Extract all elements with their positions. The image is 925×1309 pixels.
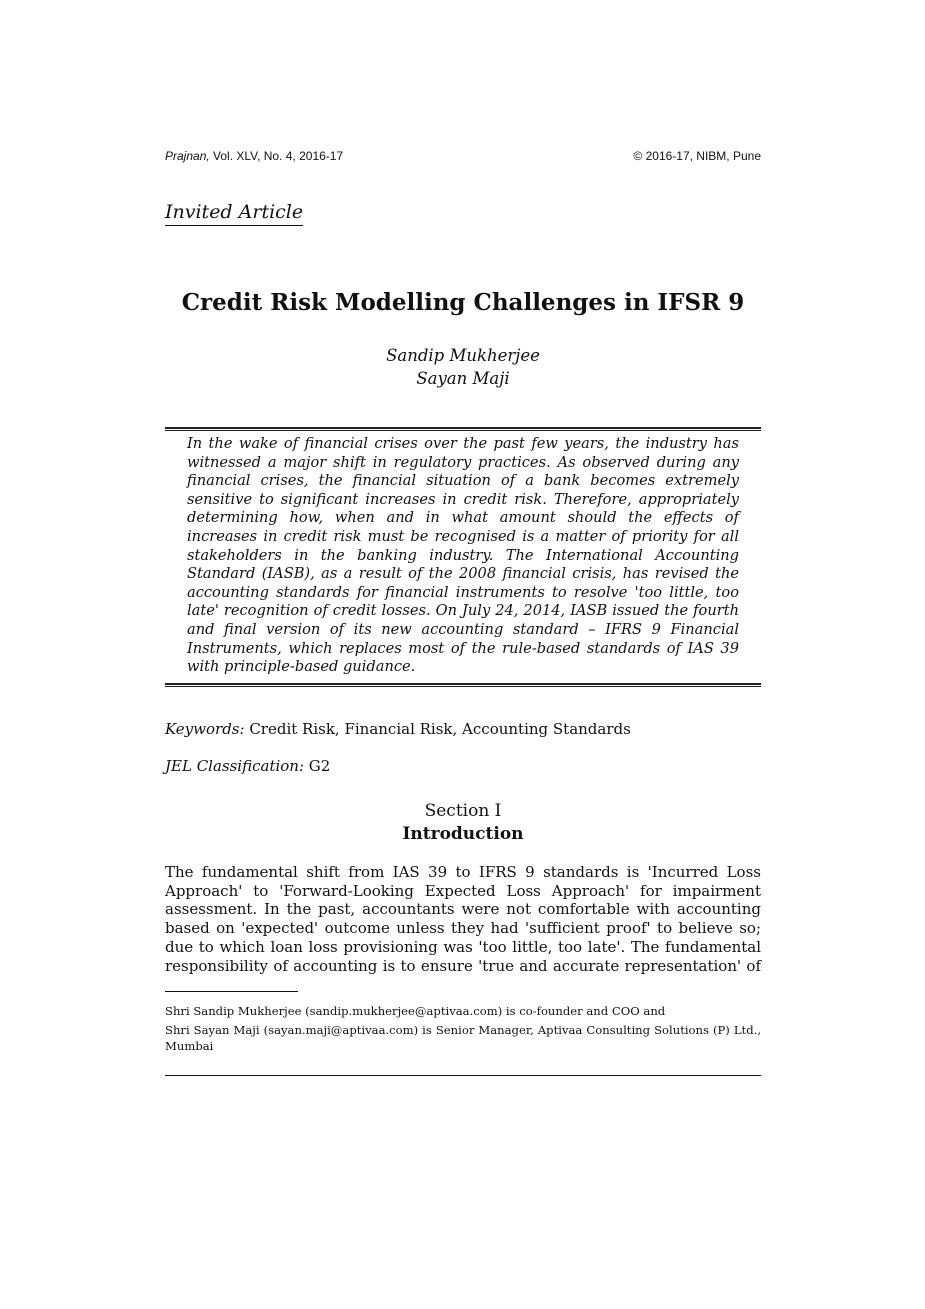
footnote: Shri Sandip Mukherjee (sandip.mukherjee@aptivaa.com) is co-founder and COO and [165, 1004, 666, 1018]
abstract-top-rule [165, 427, 761, 431]
jel-classification-line [165, 755, 761, 777]
author-list [165, 344, 761, 390]
footnote: Shri Sayan Maji (sayan.maji@aptivaa.com) is Senior Manager, Aptivaa Consulting Solutions (P) Ltd., Mumbai [165, 1023, 761, 1053]
section-title: Introduction [402, 824, 524, 844]
page-bottom-rule [165, 1075, 761, 1076]
jel-label: JEL Classification: [165, 757, 305, 775]
author-name: Sayan Maji [416, 369, 510, 388]
journal-citation [165, 148, 343, 164]
journal-name: Prajnan, [165, 149, 210, 163]
author-name: Sandip Mukherjee [386, 346, 540, 365]
copyright-notice: © 2016-17, NIBM, Pune [633, 149, 761, 163]
body-paragraph: The fundamental shift from IAS 39 to IFRS 9 standards is 'Incurred Loss Approach' to 'Forward-Looking Expected Loss Approach' for impairment assessment. In the past, accountants were not comfortable with accounting based on 'expected' outcome unless they had 'sufficient proof' to believe so; due to which loan loss provisioning was 'too little, too late'. The fundamental responsibility of accounting is to ensure 'true and accurate representation' of [165, 863, 761, 975]
abstract-text: In the wake of financial crises over the past few years, the industry has witnessed a major shift in regulatory practices. As observed during any financial crises, the financial situation of a bank becomes extremely sensitive to significant increases in credit risk. Therefore, appropriately determining how, when and in what amount should the effects of increases in credit risk must be recognised is a matter of priority for all stakeholders in the banking industry. The International Accounting Standard (IASB), as a result of the 2008 financial crisis, has revised the accounting standards for financial instruments to resolve 'too little, too late' recognition of credit losses. On July 24, 2014, IASB issued the fourth and final version of its new accounting standard – IFRS 9 Financial Instruments, which replaces most of the rule-based standards of IAS 39 with principle-based guidance. [187, 435, 739, 676]
paper-title: Credit Risk Modelling Challenges in IFSR 9 [181, 289, 745, 316]
keywords-label: Keywords: [165, 720, 245, 738]
abstract-bottom-rule [165, 683, 761, 687]
section-number: Section I [424, 801, 502, 821]
footnote-separator [165, 991, 298, 992]
keywords-line [165, 718, 761, 740]
jel-value: G2 [304, 757, 331, 775]
running-header [165, 148, 761, 164]
article-type-label: Invited Article [165, 200, 303, 226]
keywords-value: Credit Risk, Financial Risk, Accounting Standards [244, 720, 631, 738]
volume-info: Vol. XLV, No. 4, 2016-17 [209, 149, 344, 163]
